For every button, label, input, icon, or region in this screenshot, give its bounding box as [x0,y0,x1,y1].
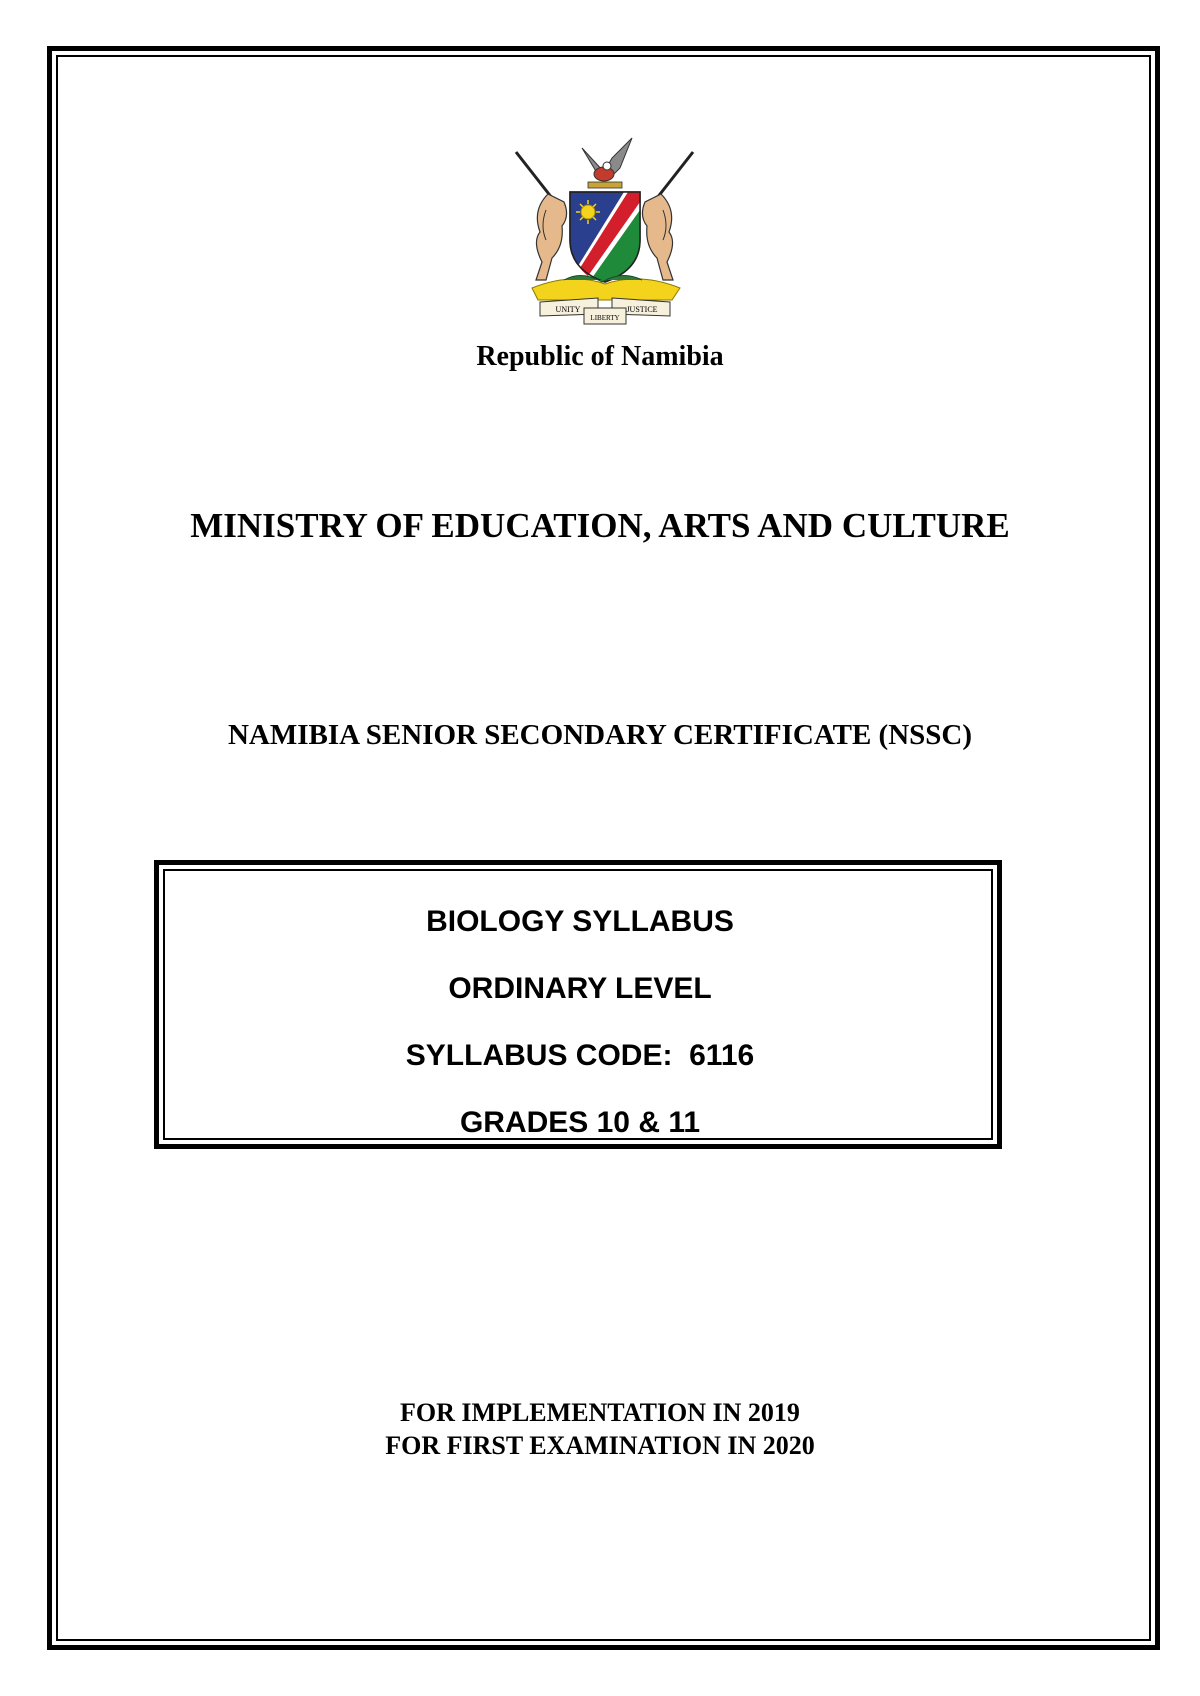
eagle-icon [582,138,632,188]
oryx-right-icon [642,152,693,280]
implementation-note: FOR IMPLEMENTATION IN 2019 [400,1398,800,1427]
motto-left-text: UNITY [555,305,581,314]
motto-banner [540,298,670,324]
syllabus-code: SYLLABUS CODE: 6116 [405,1039,755,1072]
oryx-left-icon [516,152,567,280]
motto-right-text: JUSTICE [626,305,658,314]
syllabus-title: BIOLOGY SYLLABUS [426,905,734,938]
country-name: Republic of Namibia [476,341,724,372]
motto-center-text: LIBERTY [590,314,620,322]
ministry-title: MINISTRY OF EDUCATION, ARTS AND CULTURE [190,506,1010,545]
certificate-title: NAMIBIA SENIOR SECONDARY CERTIFICATE (NSSC) [227,719,973,751]
syllabus-level: ORDINARY LEVEL [448,972,712,1005]
examination-note: FOR FIRST EXAMINATION IN 2020 [385,1431,815,1460]
namibia-coat-of-arms-icon [512,130,697,330]
shield-icon [570,192,640,282]
syllabus-grades: GRADES 10 & 11 [459,1106,701,1139]
